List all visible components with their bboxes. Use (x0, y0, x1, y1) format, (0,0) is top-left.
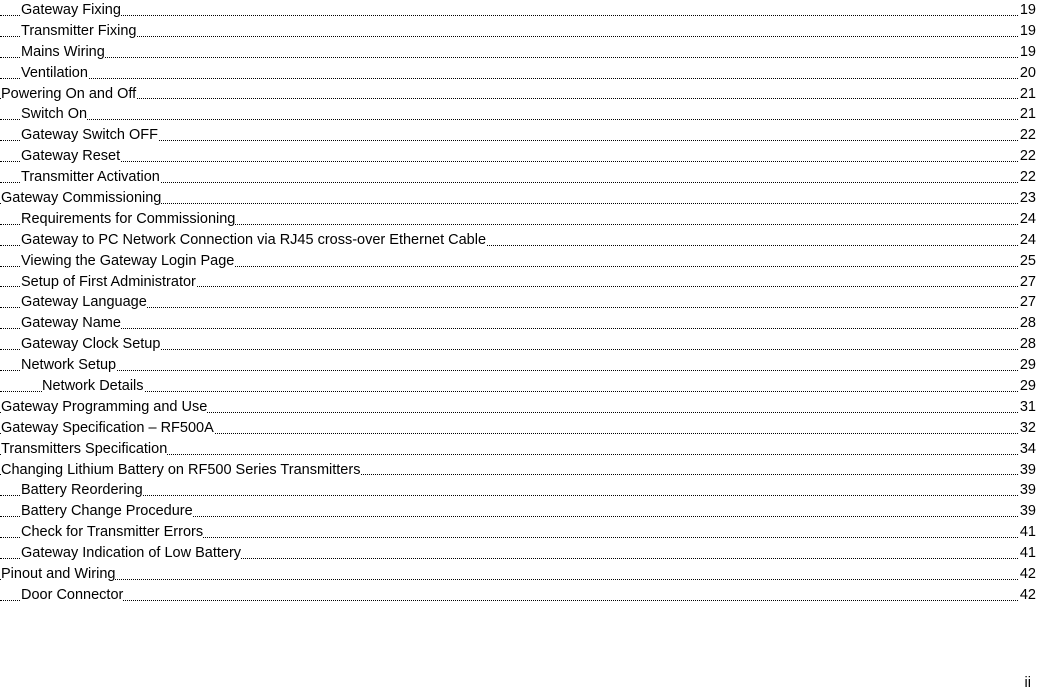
toc-entry[interactable] (0, 334, 1036, 355)
toc-entry[interactable] (0, 0, 1036, 21)
toc-entry-title: Setup of First Administrator (21, 273, 196, 290)
toc-entry[interactable] (0, 439, 1036, 460)
toc-entry-title: Network Setup (21, 357, 117, 374)
toc-entry-title: Gateway Indication of Low Battery (21, 545, 242, 562)
toc-entry-title: Requirements for Commissioning (21, 210, 236, 227)
toc-entry-page: 32 (1018, 418, 1036, 439)
toc-entry[interactable] (0, 272, 1036, 293)
toc-entry-title: Gateway Name (21, 315, 121, 332)
toc-entry-title: Mains Wiring (21, 43, 105, 60)
toc-entry-page: 28 (1018, 313, 1036, 334)
toc-entry-page: 22 (1018, 146, 1036, 167)
toc-entry[interactable] (0, 104, 1036, 125)
toc-entry-title: Gateway Switch OFF (21, 127, 158, 144)
toc-entry-page: 27 (1018, 272, 1036, 293)
toc-entry-page: 29 (1018, 355, 1036, 376)
toc-entry-page: 42 (1018, 585, 1036, 606)
toc-entry-page: 29 (1018, 376, 1036, 397)
dot-leader (0, 307, 1036, 308)
toc-entry[interactable] (0, 355, 1036, 376)
toc-entry-title: Gateway Language (21, 294, 147, 311)
toc-entry[interactable] (0, 564, 1036, 585)
toc-entry[interactable] (0, 585, 1036, 606)
toc-entry-page: 24 (1018, 230, 1036, 251)
dot-leader (0, 370, 1036, 371)
toc-entry-page: 20 (1018, 63, 1036, 84)
dot-leader (0, 57, 1036, 58)
dot-leader (0, 119, 1036, 120)
toc-entry[interactable] (0, 188, 1036, 209)
toc-entry-page: 28 (1018, 334, 1036, 355)
toc-entry-page: 25 (1018, 251, 1036, 272)
dot-leader (0, 98, 1036, 99)
toc-entry-title: Ventilation (21, 64, 88, 81)
dot-leader (0, 161, 1036, 162)
toc-entry-title: Viewing the Gateway Login Page (21, 252, 235, 269)
dot-leader (0, 15, 1036, 16)
toc-entry-page: 41 (1018, 522, 1036, 543)
toc-entry-page: 39 (1018, 501, 1036, 522)
toc-entry[interactable] (0, 397, 1036, 418)
toc-entry-title: Switch On (21, 106, 88, 123)
toc-entry-title: Gateway Commissioning (1, 190, 162, 207)
toc-entry[interactable] (0, 42, 1036, 63)
toc-entry[interactable] (0, 418, 1036, 439)
toc-entry-title: Battery Reordering (21, 482, 143, 499)
toc-entry-page: 34 (1018, 439, 1036, 460)
toc-entry[interactable] (0, 501, 1036, 522)
toc-entry-title: Gateway Programming and Use (1, 398, 208, 415)
toc-entry-title: Transmitter Activation (21, 169, 160, 186)
toc-entry-title: Transmitter Fixing (21, 22, 137, 39)
dot-leader (0, 36, 1036, 37)
dot-leader (0, 328, 1036, 329)
toc-entry-page: 21 (1018, 84, 1036, 105)
toc-entry-page: 42 (1018, 564, 1036, 585)
dot-leader (0, 600, 1036, 601)
toc-entry-page: 19 (1018, 21, 1036, 42)
toc-entry-page: 21 (1018, 104, 1036, 125)
dot-leader (0, 579, 1036, 580)
toc-entry[interactable] (0, 292, 1036, 313)
toc-entry-title: Battery Change Procedure (21, 503, 193, 520)
toc-entry-page: 39 (1018, 460, 1036, 481)
toc-entry-title: Check for Transmitter Errors (21, 524, 204, 541)
toc-entry-page: 31 (1018, 397, 1036, 418)
toc-entry-title: Transmitters Specification (1, 440, 168, 457)
toc-entry[interactable] (0, 376, 1036, 397)
toc-entry-title: Gateway Specification – RF500A (1, 419, 214, 436)
toc-entry-page: 22 (1018, 125, 1036, 146)
toc-entry-page: 23 (1018, 188, 1036, 209)
toc-entry-page: 19 (1018, 0, 1036, 21)
toc-entry-title: Gateway Clock Setup (21, 336, 161, 353)
toc-entry[interactable] (0, 460, 1036, 481)
toc-entry[interactable] (0, 480, 1036, 501)
toc-entry[interactable] (0, 522, 1036, 543)
toc-entry-title: Gateway to PC Network Connection via RJ45 cross-over Ethernet Cable (21, 231, 487, 248)
dot-leader (0, 495, 1036, 496)
toc-entry-title: Changing Lithium Battery on RF500 Series Transmitters (1, 461, 361, 478)
dot-leader (0, 78, 1036, 79)
toc-entry-page: 39 (1018, 480, 1036, 501)
toc-entry-title: Gateway Fixing (21, 2, 121, 18)
toc-entry[interactable] (0, 251, 1036, 272)
toc-entry-title: Door Connector (21, 586, 124, 603)
toc-entry-title: Pinout and Wiring (1, 566, 116, 583)
toc-entry-title: Network Details (42, 378, 144, 395)
toc-entry-page: 22 (1018, 167, 1036, 188)
toc-entry[interactable] (0, 84, 1036, 105)
toc-entry[interactable] (0, 21, 1036, 42)
toc-entry[interactable] (0, 313, 1036, 334)
toc-entry-page: 19 (1018, 42, 1036, 63)
toc-entry[interactable] (0, 209, 1036, 230)
toc-entry-page: 24 (1018, 209, 1036, 230)
dot-leader (0, 391, 1036, 392)
toc-entry-page: 41 (1018, 543, 1036, 564)
toc-entry[interactable] (0, 146, 1036, 167)
toc-entry[interactable] (0, 543, 1036, 564)
toc-entry[interactable] (0, 230, 1036, 251)
page-number: ii (1024, 675, 1031, 691)
toc-entry[interactable] (0, 167, 1036, 188)
toc-entry[interactable] (0, 125, 1036, 146)
toc-entry-title: Gateway Reset (21, 148, 121, 165)
toc-entry-title: Powering On and Off (1, 85, 137, 102)
toc-entry[interactable] (0, 63, 1036, 84)
toc-entry-page: 27 (1018, 292, 1036, 313)
